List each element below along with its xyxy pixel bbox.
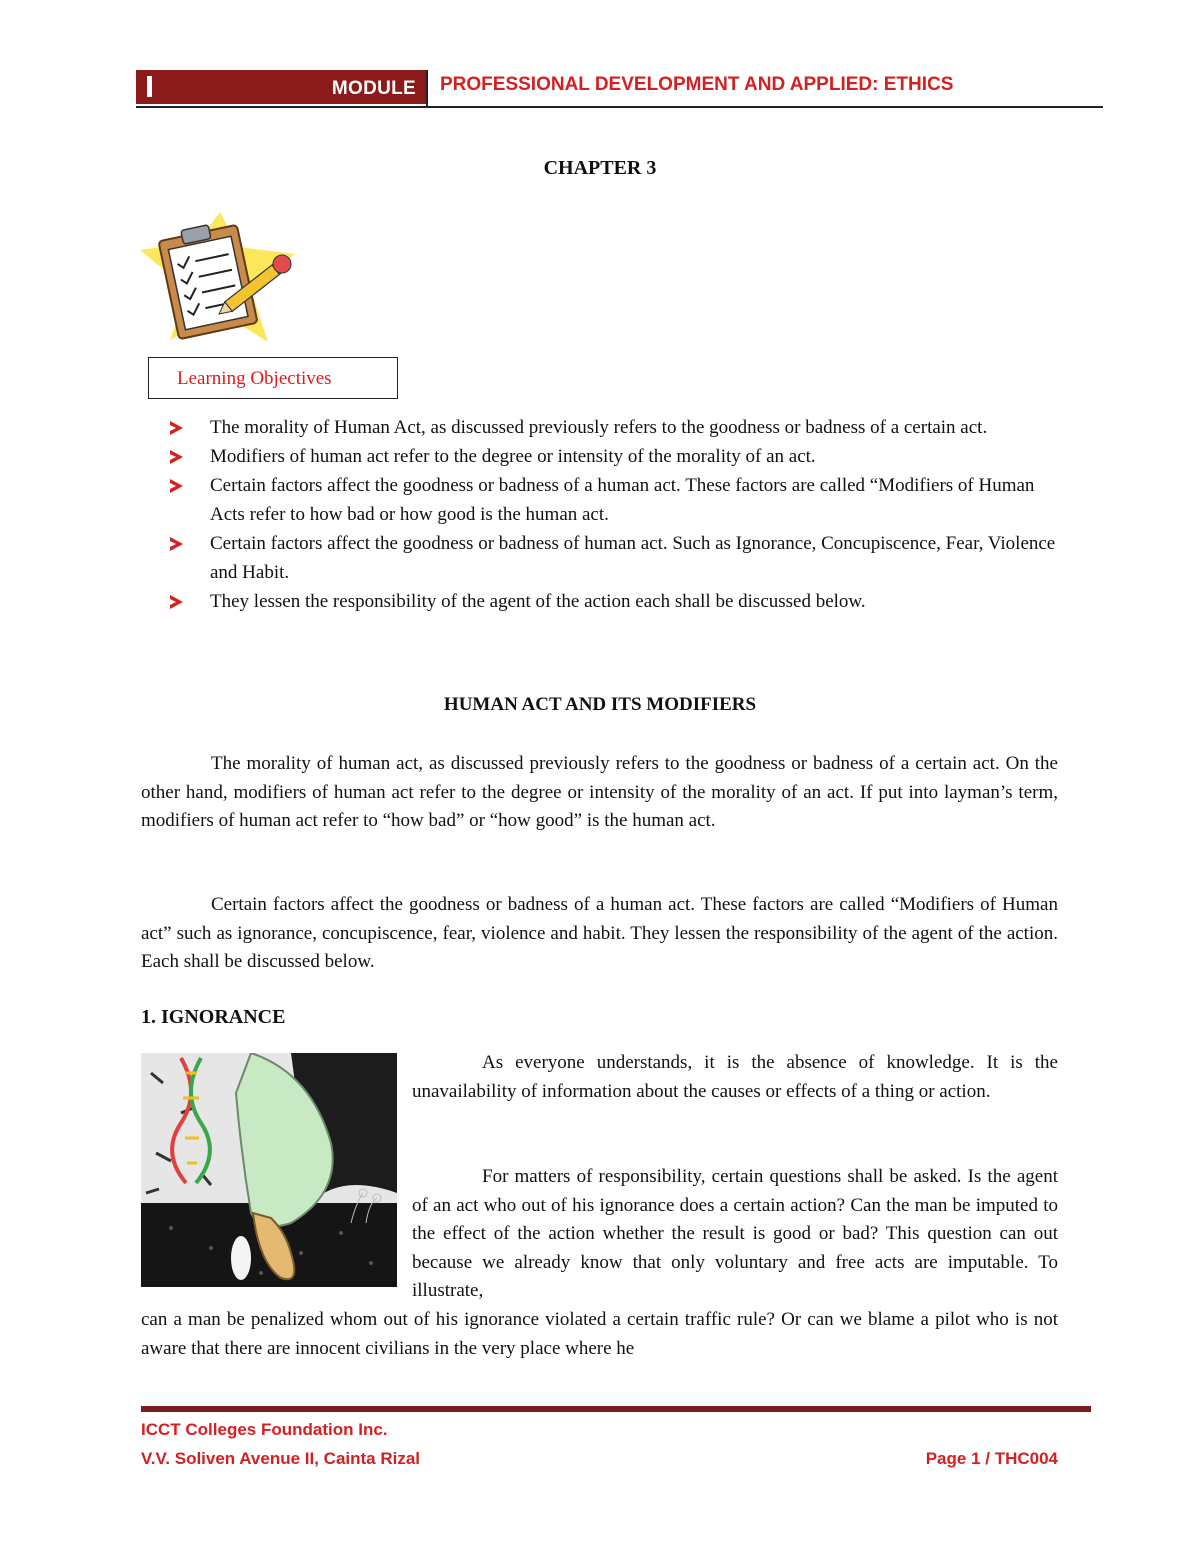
paragraph-morality: The morality of human act, as discussed previously refers to the goodness or badness of a certain act. On the other hand, modifiers of human act refer to the degree or intensity of the morality of an act. If put into layman’s term, modifiers of human act refer to “how bad” or “how good” is the human act.	[141, 753, 1058, 831]
band-notch	[147, 76, 152, 97]
header-rule	[136, 106, 1103, 108]
objective-text: Certain factors affect the goodness or badness of a human act. These factors are called “Modifiers of Human Acts refer to how bad or how good is the human act.	[210, 475, 1035, 525]
list-item	[170, 587, 1070, 616]
objective-text: The morality of Human Act, as discussed previously refers to the goodness or badness of a certain act.	[210, 417, 988, 438]
paragraph-factors: Certain factors affect the goodness or badness of a human act. These factors are called “Modifiers of Human act” such as ignorance, concupiscence, fear, violence and habit. They lessen the responsibility of the agent of the action. Each shall be discussed below.	[141, 894, 1058, 972]
paragraph-ignorance-definition: As everyone understands, it is the absence of knowledge. It is the unavailability of information about the causes or effects of a thing or action.	[412, 1052, 1058, 1102]
module-band	[136, 70, 426, 104]
section-title: HUMAN ACT AND ITS MODIFIERS	[443, 694, 757, 715]
ignorance-heading: 1. IGNORANCE	[141, 1006, 286, 1028]
footer-rule	[141, 1406, 1091, 1412]
chapter-heading: CHAPTER 3	[543, 157, 657, 179]
objective-text: Modifiers of human act refer to the degree or intensity of the morality of an act.	[210, 446, 816, 467]
arrow-bullet-icon	[170, 450, 183, 464]
objective-text: They lessen the responsibility of the agent of the action each shall be discussed below.	[210, 591, 866, 612]
arrow-bullet-icon	[170, 479, 183, 493]
arrow-bullet-icon	[170, 595, 183, 609]
module-label: MODULE	[331, 78, 416, 99]
ignorance-illustration	[141, 1053, 397, 1287]
footer-address: V.V. Soliven Avenue II, Cainta Rizal	[141, 1449, 421, 1468]
footer-organization: ICCT Colleges Foundation Inc.	[141, 1420, 388, 1439]
clipboard-checklist-icon	[140, 212, 300, 352]
objectives-list	[170, 413, 1070, 616]
module-title: PROFESSIONAL DEVELOPMENT AND APPLIED: ETHICS	[440, 74, 954, 95]
objective-text: Certain factors affect the goodness or badness of human act. Such as Ignorance, Concupiscence, Fear, Violence and Habit.	[210, 533, 1056, 583]
footer-page-number: Page 1 / THC004	[925, 1449, 1058, 1468]
list-item	[170, 471, 1070, 529]
arrow-bullet-icon	[170, 537, 183, 551]
learning-objectives-box	[148, 357, 398, 399]
paragraph-ignorance-continued: can a man be penalized whom out of his ignorance violated a certain traffic rule? Or can we blame a pilot who is not aware that there are innocent civilians in the very place where he	[141, 1309, 1058, 1359]
header-divider	[426, 70, 428, 108]
learning-objectives-label: Learning Objectives	[177, 368, 332, 389]
list-item	[170, 413, 1070, 442]
arrow-bullet-icon	[170, 421, 183, 435]
paragraph-ignorance-responsibility: For matters of responsibility, certain questions shall be asked. Is the agent of an act who out of his ignorance does a certain action? Can the man be imputed to the effect of the action whether the result is good or bad? This question can out because we already know that only voluntary and free acts are imputable. To illustrate,	[412, 1166, 1058, 1301]
list-item	[170, 529, 1070, 587]
list-item	[170, 442, 1070, 471]
